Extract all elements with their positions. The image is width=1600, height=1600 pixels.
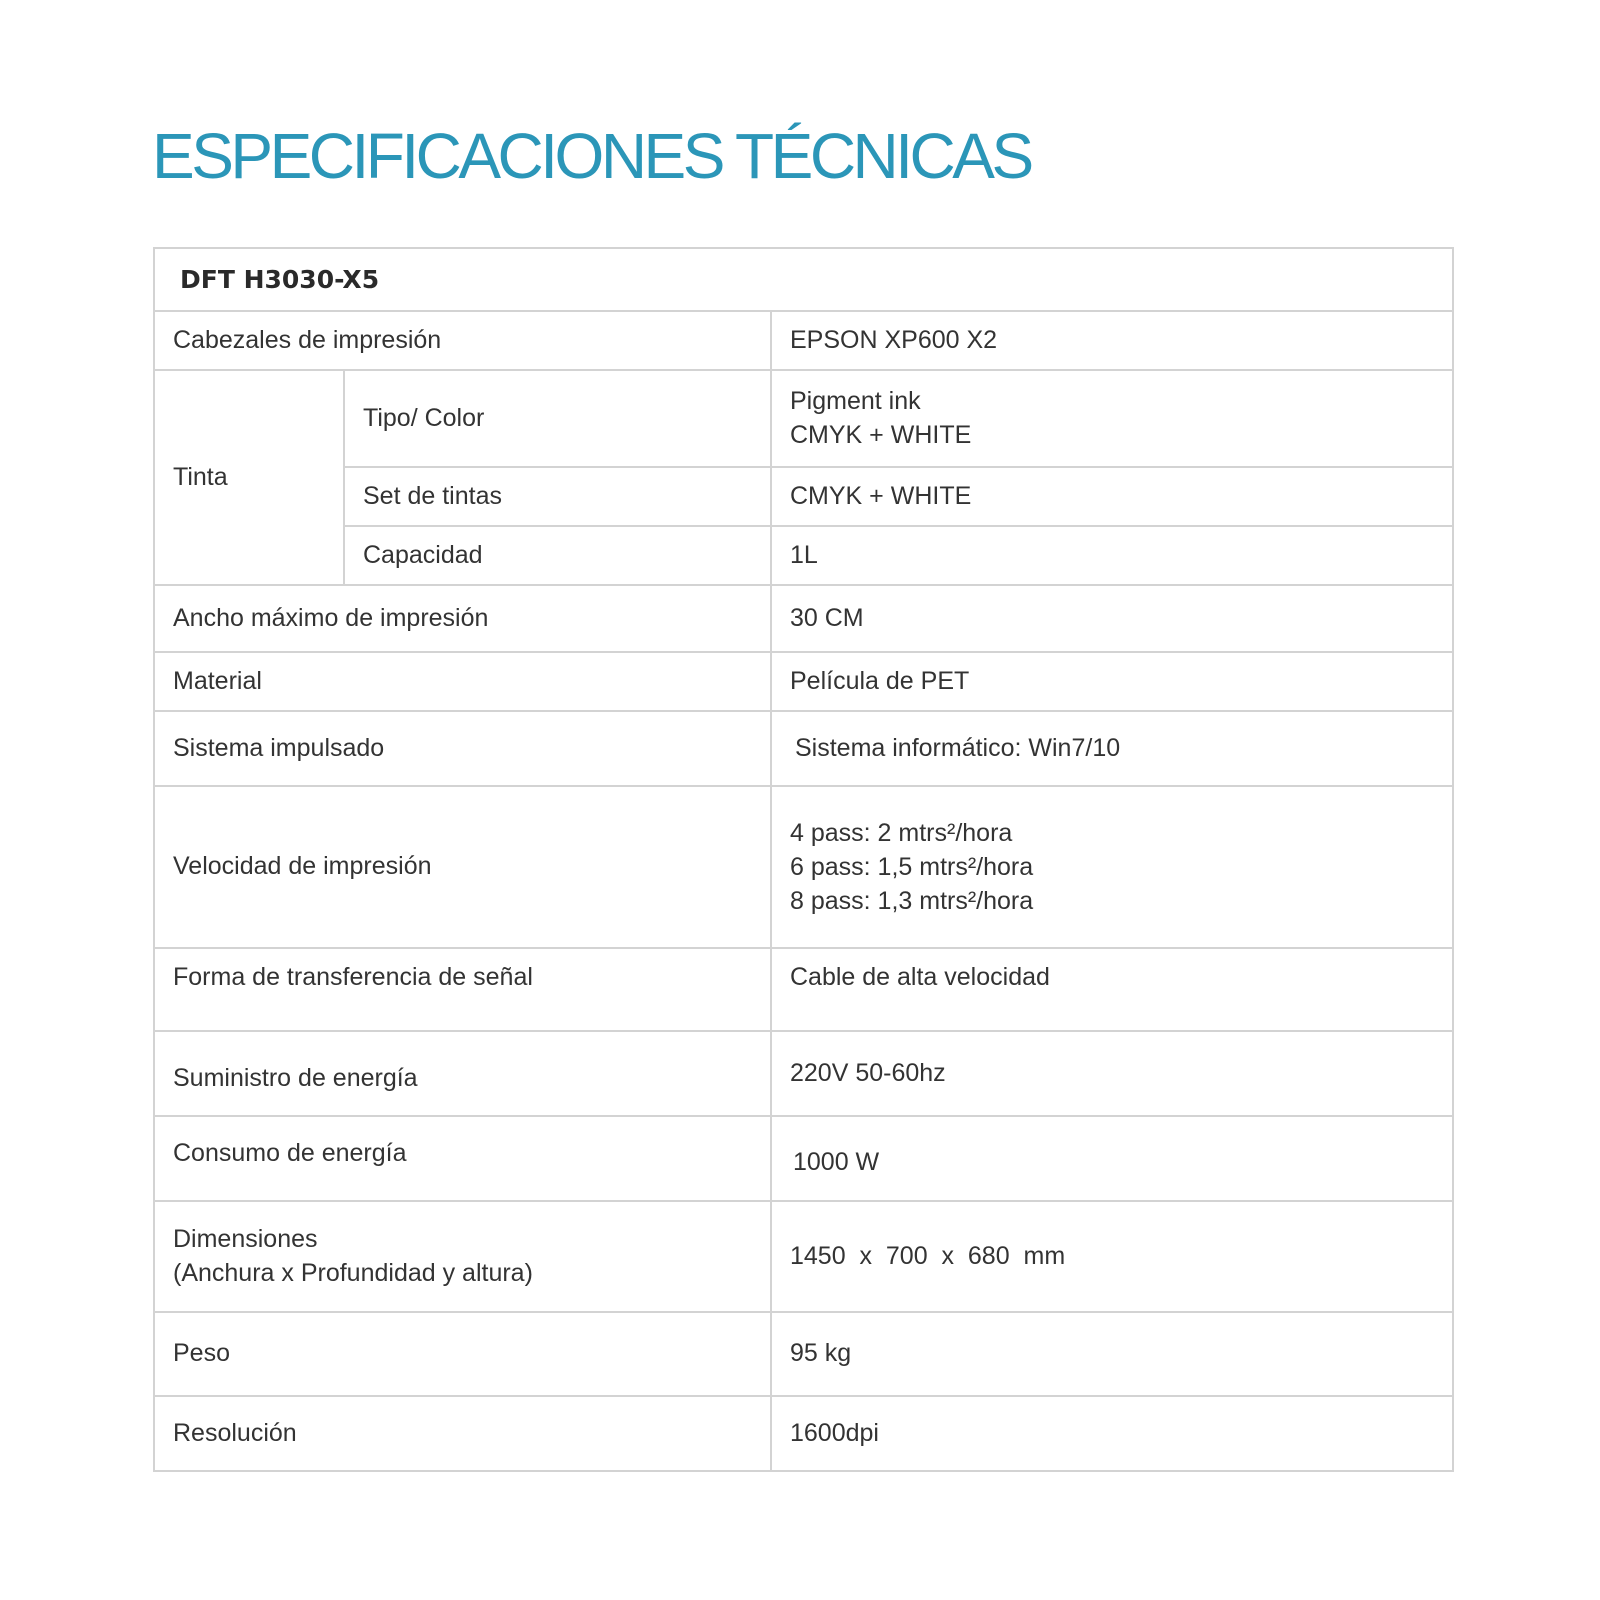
table-row [154, 1396, 1453, 1471]
spec-sublabel: Capacidad [344, 526, 771, 585]
table-row [154, 711, 1453, 786]
spec-label: Material [154, 652, 771, 711]
table-row [154, 311, 1453, 370]
spec-label: Ancho máximo de impresión [154, 585, 771, 652]
spec-value: 220V 50-60hz [771, 1031, 1453, 1116]
spec-value: EPSON XP600 X2 [771, 311, 1453, 370]
spec-sublabel: Set de tintas [344, 467, 771, 526]
spec-label-ink: Tinta [154, 370, 344, 585]
spec-value: 95 kg [771, 1312, 1453, 1396]
table-row [154, 948, 1453, 1031]
spec-label: Sistema impulsado [154, 711, 771, 786]
label-line: Dimensiones [173, 1224, 318, 1253]
spec-value: 30 CM [771, 585, 1453, 652]
model-name: DFT H3030-X5 [154, 248, 1453, 311]
value-line: 8 pass: 1,3 mtrs²/hora [790, 887, 1034, 915]
specifications-table [153, 247, 1454, 1472]
label-line: (Anchura x Profundidad y altura) [173, 1258, 533, 1287]
spec-value: 1L [771, 526, 1453, 585]
spec-label: Suministro de energía [154, 1031, 771, 1116]
table-row [154, 1312, 1453, 1396]
spec-label: Peso [154, 1312, 771, 1396]
spec-value: 1600dpi [771, 1396, 1453, 1471]
value-line: 4 pass: 2 mtrs²/hora [790, 819, 1013, 847]
value-line: Pigment ink [790, 386, 921, 415]
value-line: 6 pass: 1,5 mtrs²/hora [790, 853, 1034, 881]
spec-sublabel: Tipo/ Color [344, 370, 771, 467]
table-row [154, 467, 1453, 526]
spec-label: Cabezales de impresión [154, 311, 771, 370]
spec-label [154, 1201, 771, 1312]
spec-label: Forma de transferencia de señal [154, 948, 771, 1031]
spec-value: Sistema informático: Win7/10 [771, 711, 1453, 786]
spec-label: Resolución [154, 1396, 771, 1471]
value-line: CMYK + WHITE [790, 420, 972, 449]
table-row [154, 585, 1453, 652]
table-row [154, 1031, 1453, 1116]
spec-value: 1000 W [771, 1116, 1453, 1201]
spec-value: CMYK + WHITE [771, 467, 1453, 526]
table-row [154, 1116, 1453, 1201]
table-row [154, 652, 1453, 711]
spec-value [771, 370, 1453, 467]
spec-label: Velocidad de impresión [154, 786, 771, 948]
spec-label: Consumo de energía [154, 1116, 771, 1201]
spec-value: 1450 x 700 x 680 mm [771, 1201, 1453, 1312]
table-row [154, 526, 1453, 585]
spec-value: Película de PET [771, 652, 1453, 711]
table-row [154, 370, 1453, 467]
spec-value [771, 786, 1453, 948]
spec-value: Cable de alta velocidad [771, 948, 1453, 1031]
table-row [154, 1201, 1453, 1312]
model-row [154, 248, 1453, 311]
page-title: ESPECIFICACIONES TÉCNICAS [152, 120, 1031, 192]
table-row [154, 786, 1453, 948]
